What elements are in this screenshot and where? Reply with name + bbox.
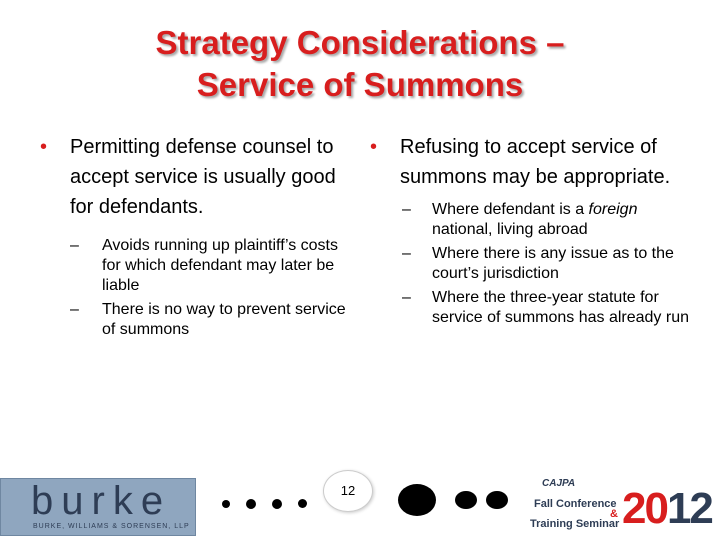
year-part-b: 12 (666, 484, 712, 533)
decor-dot-icon (455, 491, 477, 509)
decor-dot-icon (272, 499, 282, 509)
right-sub-item (400, 288, 690, 328)
right-sub-item (400, 200, 690, 240)
dash-icon: – (402, 289, 411, 306)
dash-icon: – (402, 245, 411, 262)
left-sub-text: Avoids running up plaintiff’s costs for which defendant may later be liable (102, 237, 338, 294)
dash-icon: – (70, 237, 79, 254)
conference-year (622, 484, 712, 534)
right-bullet (370, 132, 690, 192)
right-sub-text-b: national, living abroad (432, 221, 588, 238)
year-part-a: 20 (622, 484, 667, 533)
decor-dot-icon (298, 499, 307, 508)
title-line-1: Strategy Considerations – (155, 24, 565, 61)
right-sub-text-a: Where defendant is a (432, 201, 589, 218)
right-sub-text-a: Where the three-year statute for service of summons has already run (432, 289, 689, 326)
decor-dot-icon (486, 491, 508, 509)
burke-logo (0, 478, 196, 536)
dash-icon: – (70, 301, 79, 318)
decor-dot-icon (398, 484, 436, 516)
right-sub-text-a: Where there is any issue as to the court’s jurisdiction (432, 245, 674, 282)
conf-ampersand: & (610, 508, 618, 520)
title-line-2: Service of Summons (196, 66, 524, 103)
conf-line-1: Fall Conference (534, 498, 617, 510)
bullet-icon: • (40, 136, 48, 158)
logo-subtitle: BURKE, WILLIAMS & SORENSEN, LLP (33, 523, 190, 530)
left-bullet-text: Permitting defense counsel to accept service is usually good for defendants. (70, 136, 336, 218)
right-sub-item (400, 244, 690, 284)
left-column (40, 132, 350, 344)
dash-icon: – (402, 201, 411, 218)
right-bullet-text: Refusing to accept service of summons may be appropriate. (400, 136, 671, 188)
slide-footer (0, 470, 720, 540)
right-sub-list (370, 200, 690, 328)
right-sub-emphasis: foreign (588, 201, 638, 218)
left-sub-list (40, 236, 350, 340)
conference-logo (524, 474, 624, 538)
logo-word: burke (31, 479, 172, 523)
bullet-icon: • (370, 136, 378, 158)
decor-dot-icon (246, 499, 256, 509)
decor-dot-icon (222, 500, 230, 508)
left-sub-item (70, 236, 350, 296)
conf-line-2: Training Seminar (530, 518, 620, 530)
left-bullet (40, 132, 350, 222)
slide-title (0, 22, 720, 106)
right-column (370, 132, 690, 332)
conf-org: CAJPA (542, 478, 576, 489)
page-number: 12 (323, 470, 373, 512)
left-sub-text: There is no way to prevent service of summons (102, 301, 346, 338)
left-sub-item (70, 300, 350, 340)
